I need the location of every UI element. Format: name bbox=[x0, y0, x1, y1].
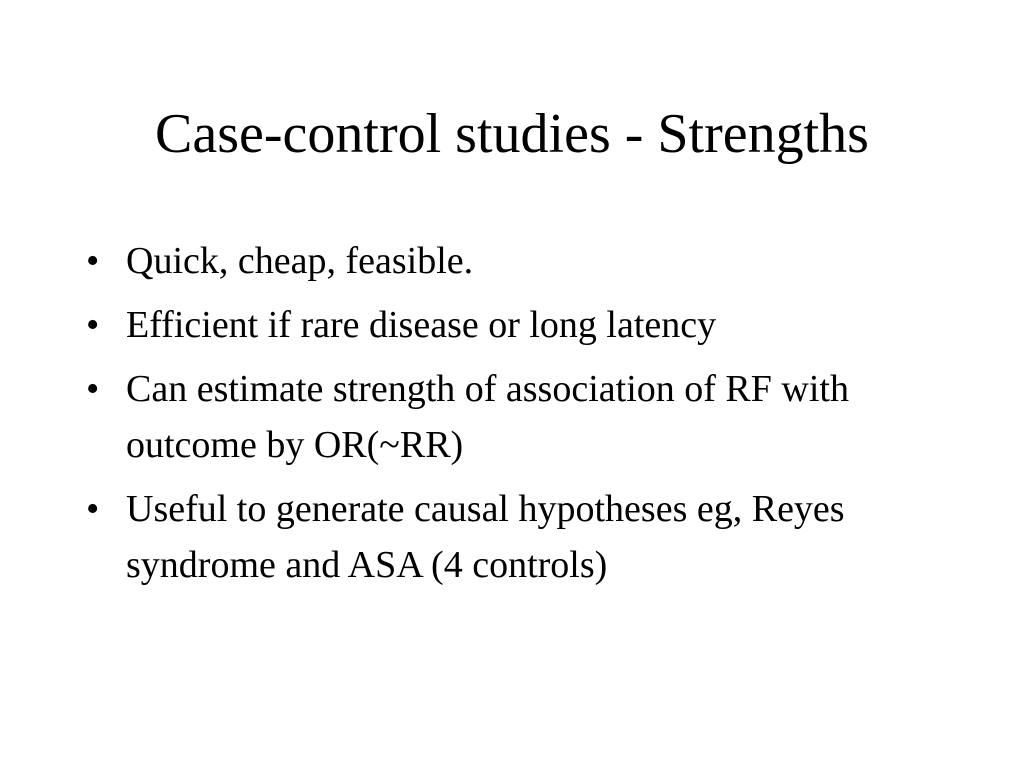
bullet-item-3 bbox=[86, 361, 926, 473]
bullet-item-4 bbox=[86, 481, 926, 593]
bullet-list bbox=[86, 233, 926, 601]
bullet-text: Useful to generate causal hypotheses eg, Reyes syndrome and ASA (4 controls) bbox=[126, 488, 845, 586]
bullet-marker: • bbox=[86, 368, 100, 410]
bullet-text: Quick, cheap, feasible. bbox=[126, 240, 474, 282]
bullet-marker: • bbox=[86, 240, 100, 282]
bullet-marker: • bbox=[86, 304, 100, 346]
bullet-text: Can estimate strength of association of RF with outcome by OR(~RR) bbox=[126, 368, 849, 466]
bullet-item-1 bbox=[86, 233, 926, 289]
bullet-text: Efficient if rare disease or long latency bbox=[126, 304, 717, 346]
bullet-marker: • bbox=[86, 488, 100, 530]
slide-title: Case-control studies - Strengths bbox=[155, 103, 869, 165]
bullet-item-2 bbox=[86, 297, 926, 353]
